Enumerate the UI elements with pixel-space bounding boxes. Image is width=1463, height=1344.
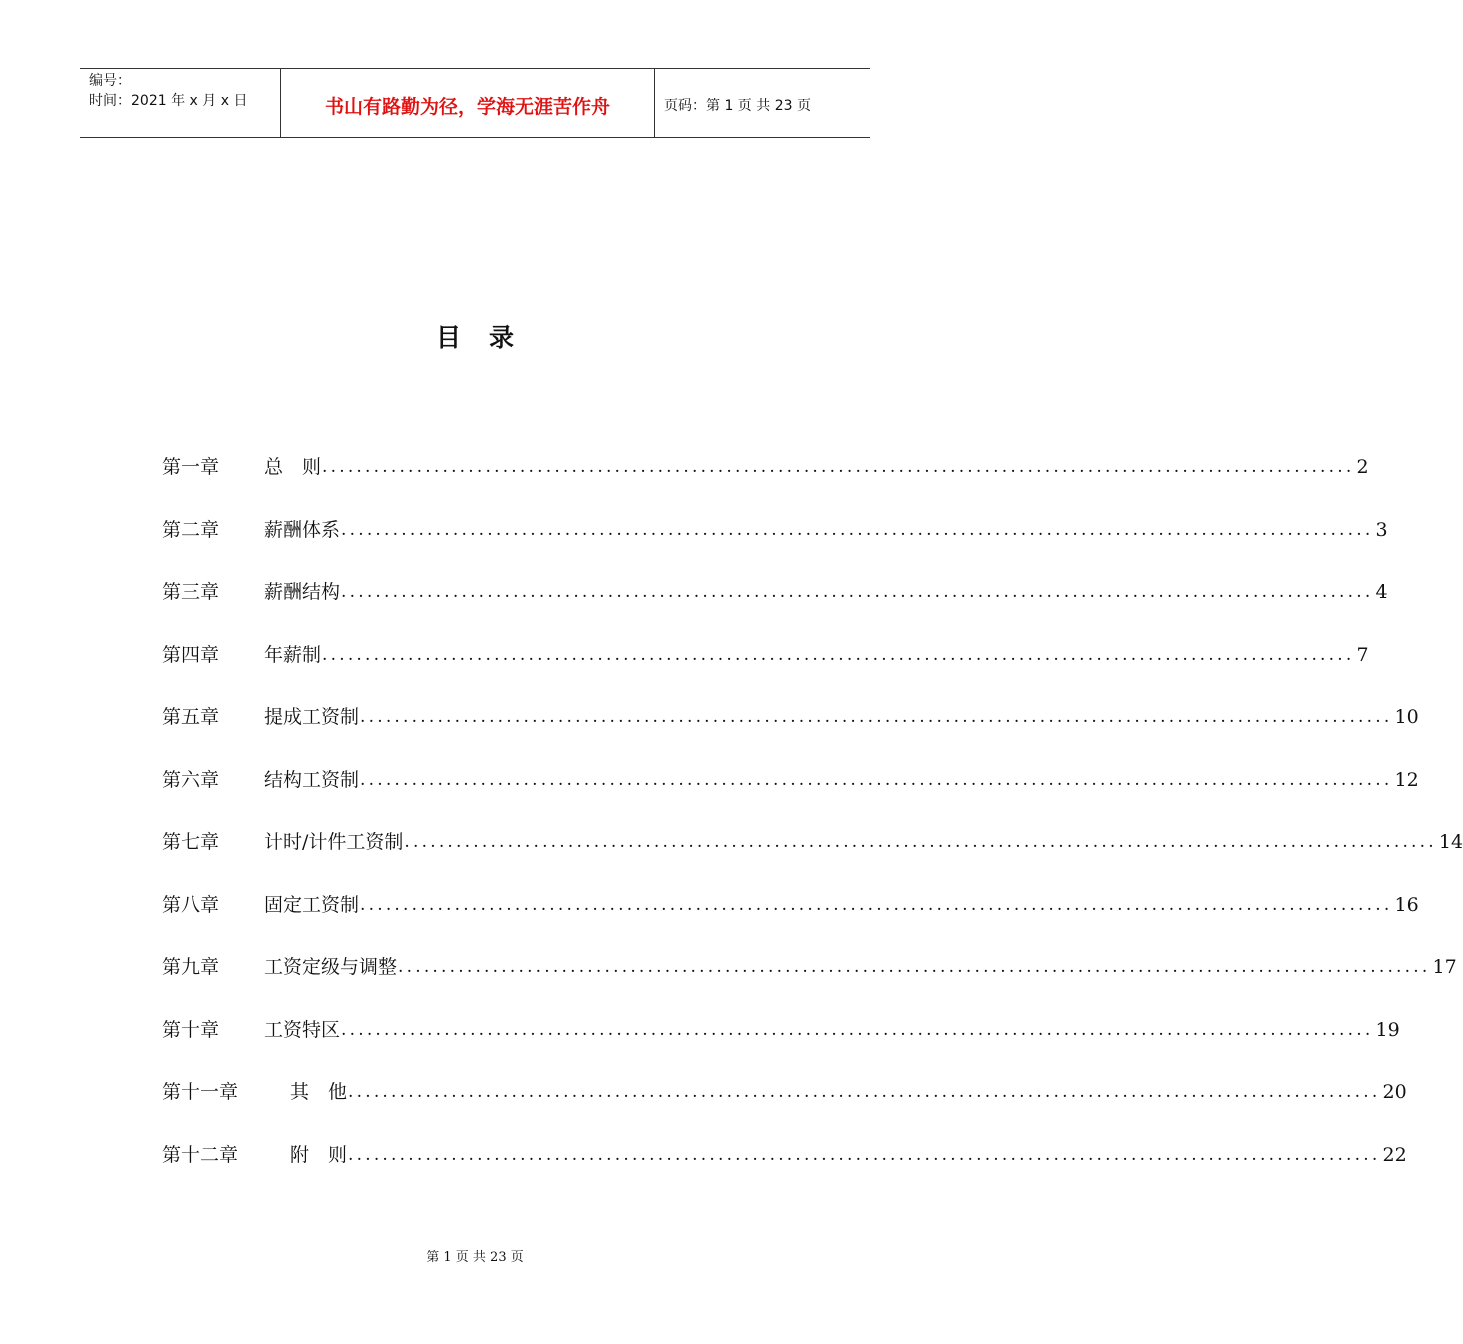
header-page-info: 页码：第 1 页 共 23 页 [664, 98, 811, 114]
toc-page-number: 19 [1375, 1018, 1400, 1041]
toc-leader-dots: ........................................................................................................................ [360, 707, 1393, 727]
page-title: 目录 [435, 323, 542, 352]
toc-row[interactable] [162, 450, 1369, 513]
toc-title: 计时/计件工资制 [264, 831, 404, 853]
toc-chapter: 第九章 [162, 956, 220, 978]
toc-page-number: 16 [1394, 893, 1419, 916]
toc-page-number: 12 [1394, 768, 1419, 791]
toc-leader-dots: ........................................................................................................................ [348, 1144, 1381, 1165]
toc-page-number: 17 [1432, 956, 1457, 978]
toc-leader-dots: ........................................................................................................................ [398, 957, 1431, 977]
toc-title: 薪酬结构 [264, 581, 341, 603]
toc-row[interactable] [162, 513, 1388, 576]
toc-page-number: 10 [1394, 706, 1419, 728]
toc-page-number: 14 [1438, 831, 1463, 853]
toc-page-number: 3 [1375, 518, 1388, 541]
toc-chapter: 第十章 [162, 1018, 220, 1041]
toc-page-number: 2 [1356, 456, 1369, 478]
toc-chapter: 第五章 [162, 706, 220, 728]
toc-title: 工资定级与调整 [264, 956, 398, 978]
toc-row[interactable] [162, 700, 1419, 763]
toc-chapter: 第十一章 [162, 1081, 239, 1103]
toc-row[interactable] [162, 950, 1457, 1013]
header-time-label: 时间：2021 年 x 月 x 日 [89, 93, 248, 109]
toc-row[interactable] [162, 1138, 1407, 1201]
toc-chapter: 第十二章 [162, 1143, 239, 1166]
toc-title: 提成工资制 [264, 706, 360, 728]
toc-leader-dots: ........................................................................................................................ [360, 769, 1393, 790]
toc-row[interactable] [162, 1075, 1407, 1138]
toc-leader-dots: ........................................................................................................................ [341, 1019, 1374, 1040]
toc-title: 其 他 [290, 1081, 348, 1103]
toc-row[interactable] [162, 825, 1463, 888]
toc-chapter: 第八章 [162, 893, 220, 916]
toc-leader-dots: ........................................................................................................................ [360, 894, 1393, 915]
toc-chapter: 第三章 [162, 581, 220, 603]
toc-row[interactable] [162, 638, 1369, 701]
header-number-label: 编号： [89, 73, 131, 89]
header-motto: 书山有路勤为径，学海无涯苦作舟 [281, 69, 655, 137]
toc-chapter: 第六章 [162, 768, 220, 791]
toc-title: 年薪制 [264, 643, 322, 666]
toc-page-number: 22 [1382, 1143, 1407, 1166]
toc-title: 工资特区 [264, 1018, 341, 1041]
toc-row[interactable] [162, 888, 1419, 951]
toc-row[interactable] [162, 575, 1388, 638]
toc-page-number: 7 [1356, 643, 1369, 666]
toc-title: 附 则 [290, 1143, 348, 1166]
toc-page-number: 20 [1382, 1081, 1407, 1103]
toc-row[interactable] [162, 763, 1419, 826]
toc-chapter: 第七章 [162, 831, 220, 853]
document-header [80, 68, 870, 138]
toc-chapter: 第二章 [162, 518, 220, 541]
toc-leader-dots: ........................................................................................................................ [322, 457, 1355, 477]
toc-leader-dots: ........................................................................................................................ [348, 1082, 1381, 1102]
toc-title: 固定工资制 [264, 893, 360, 916]
header-meta-cell [80, 69, 281, 137]
toc-title: 总 则 [264, 456, 322, 478]
toc-title: 薪酬体系 [264, 518, 341, 541]
table-of-contents [162, 450, 1463, 1200]
page-footer: 第 1 页 共 23 页 [426, 1250, 524, 1265]
toc-row[interactable] [162, 1013, 1400, 1076]
toc-leader-dots: ........................................................................................................................ [341, 582, 1374, 602]
toc-leader-dots: ........................................................................................................................ [404, 832, 1437, 852]
toc-chapter: 第一章 [162, 456, 220, 478]
toc-leader-dots: ........................................................................................................................ [322, 644, 1355, 665]
toc-page-number: 4 [1375, 581, 1388, 603]
toc-title: 结构工资制 [264, 768, 360, 791]
toc-chapter: 第四章 [162, 643, 220, 666]
toc-leader-dots: ........................................................................................................................ [341, 519, 1374, 540]
